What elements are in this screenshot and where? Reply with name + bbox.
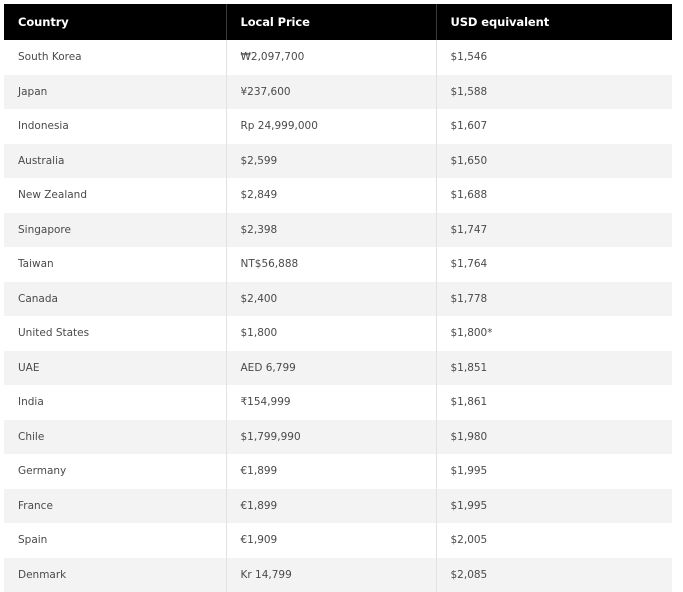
local-price-cell: €1,899 [226,489,436,524]
table-row [4,489,672,524]
local-price-cell: ₩2,097,700 [226,40,436,75]
usd-equivalent-cell: $1,995 [436,489,672,524]
usd-equivalent-cell: $1,995 [436,454,672,489]
usd-equivalent-cell: $1,800* [436,316,672,351]
country-cell: Japan [4,75,226,110]
table-row [4,420,672,455]
usd-equivalent-cell: $1,546 [436,40,672,75]
country-cell: India [4,385,226,420]
price-table [4,4,672,592]
country-cell: Indonesia [4,109,226,144]
table-row [4,178,672,213]
table-row [4,213,672,248]
usd-equivalent-cell: $1,747 [436,213,672,248]
usd-equivalent-cell: $1,764 [436,247,672,282]
country-cell: Germany [4,454,226,489]
local-price-cell: $2,599 [226,144,436,179]
usd-equivalent-cell: $1,861 [436,385,672,420]
local-price-cell: $2,398 [226,213,436,248]
local-price-cell: $1,799,990 [226,420,436,455]
table-row [4,40,672,75]
header-row [4,4,672,40]
local-price-cell: $2,849 [226,178,436,213]
usd-equivalent-cell: $2,085 [436,558,672,592]
table-row [4,316,672,351]
country-cell: Taiwan [4,247,226,282]
local-price-cell: ¥237,600 [226,75,436,110]
table-body [4,40,672,592]
local-price-cell: Kr 14,799 [226,558,436,592]
local-price-cell: €1,909 [226,523,436,558]
table-header [4,4,672,40]
usd-equivalent-cell: $2,005 [436,523,672,558]
country-cell: South Korea [4,40,226,75]
usd-equivalent-cell: $1,607 [436,109,672,144]
local-price-cell: $2,400 [226,282,436,317]
local-price-cell: NT$56,888 [226,247,436,282]
local-price-cell: AED 6,799 [226,351,436,386]
country-cell: UAE [4,351,226,386]
table-row [4,109,672,144]
country-cell: Chile [4,420,226,455]
usd-equivalent-cell: $1,980 [436,420,672,455]
country-cell: France [4,489,226,524]
header-country: Country [4,4,226,40]
local-price-cell: ₹154,999 [226,385,436,420]
country-cell: Denmark [4,558,226,592]
table-row [4,351,672,386]
country-cell: New Zealand [4,178,226,213]
usd-equivalent-cell: $1,851 [436,351,672,386]
usd-equivalent-cell: $1,588 [436,75,672,110]
local-price-cell: €1,899 [226,454,436,489]
country-cell: Singapore [4,213,226,248]
table-row [4,523,672,558]
table-row [4,385,672,420]
usd-equivalent-cell: $1,688 [436,178,672,213]
header-usd-equivalent: USD equivalent [436,4,672,40]
table-row [4,558,672,592]
header-local-price: Local Price [226,4,436,40]
table-row [4,75,672,110]
country-cell: Spain [4,523,226,558]
local-price-cell: Rp 24,999,000 [226,109,436,144]
country-cell: Canada [4,282,226,317]
usd-equivalent-cell: $1,650 [436,144,672,179]
table-row [4,282,672,317]
local-price-cell: $1,800 [226,316,436,351]
table-row [4,454,672,489]
country-cell: United States [4,316,226,351]
usd-equivalent-cell: $1,778 [436,282,672,317]
country-cell: Australia [4,144,226,179]
table-row [4,144,672,179]
table-row [4,247,672,282]
